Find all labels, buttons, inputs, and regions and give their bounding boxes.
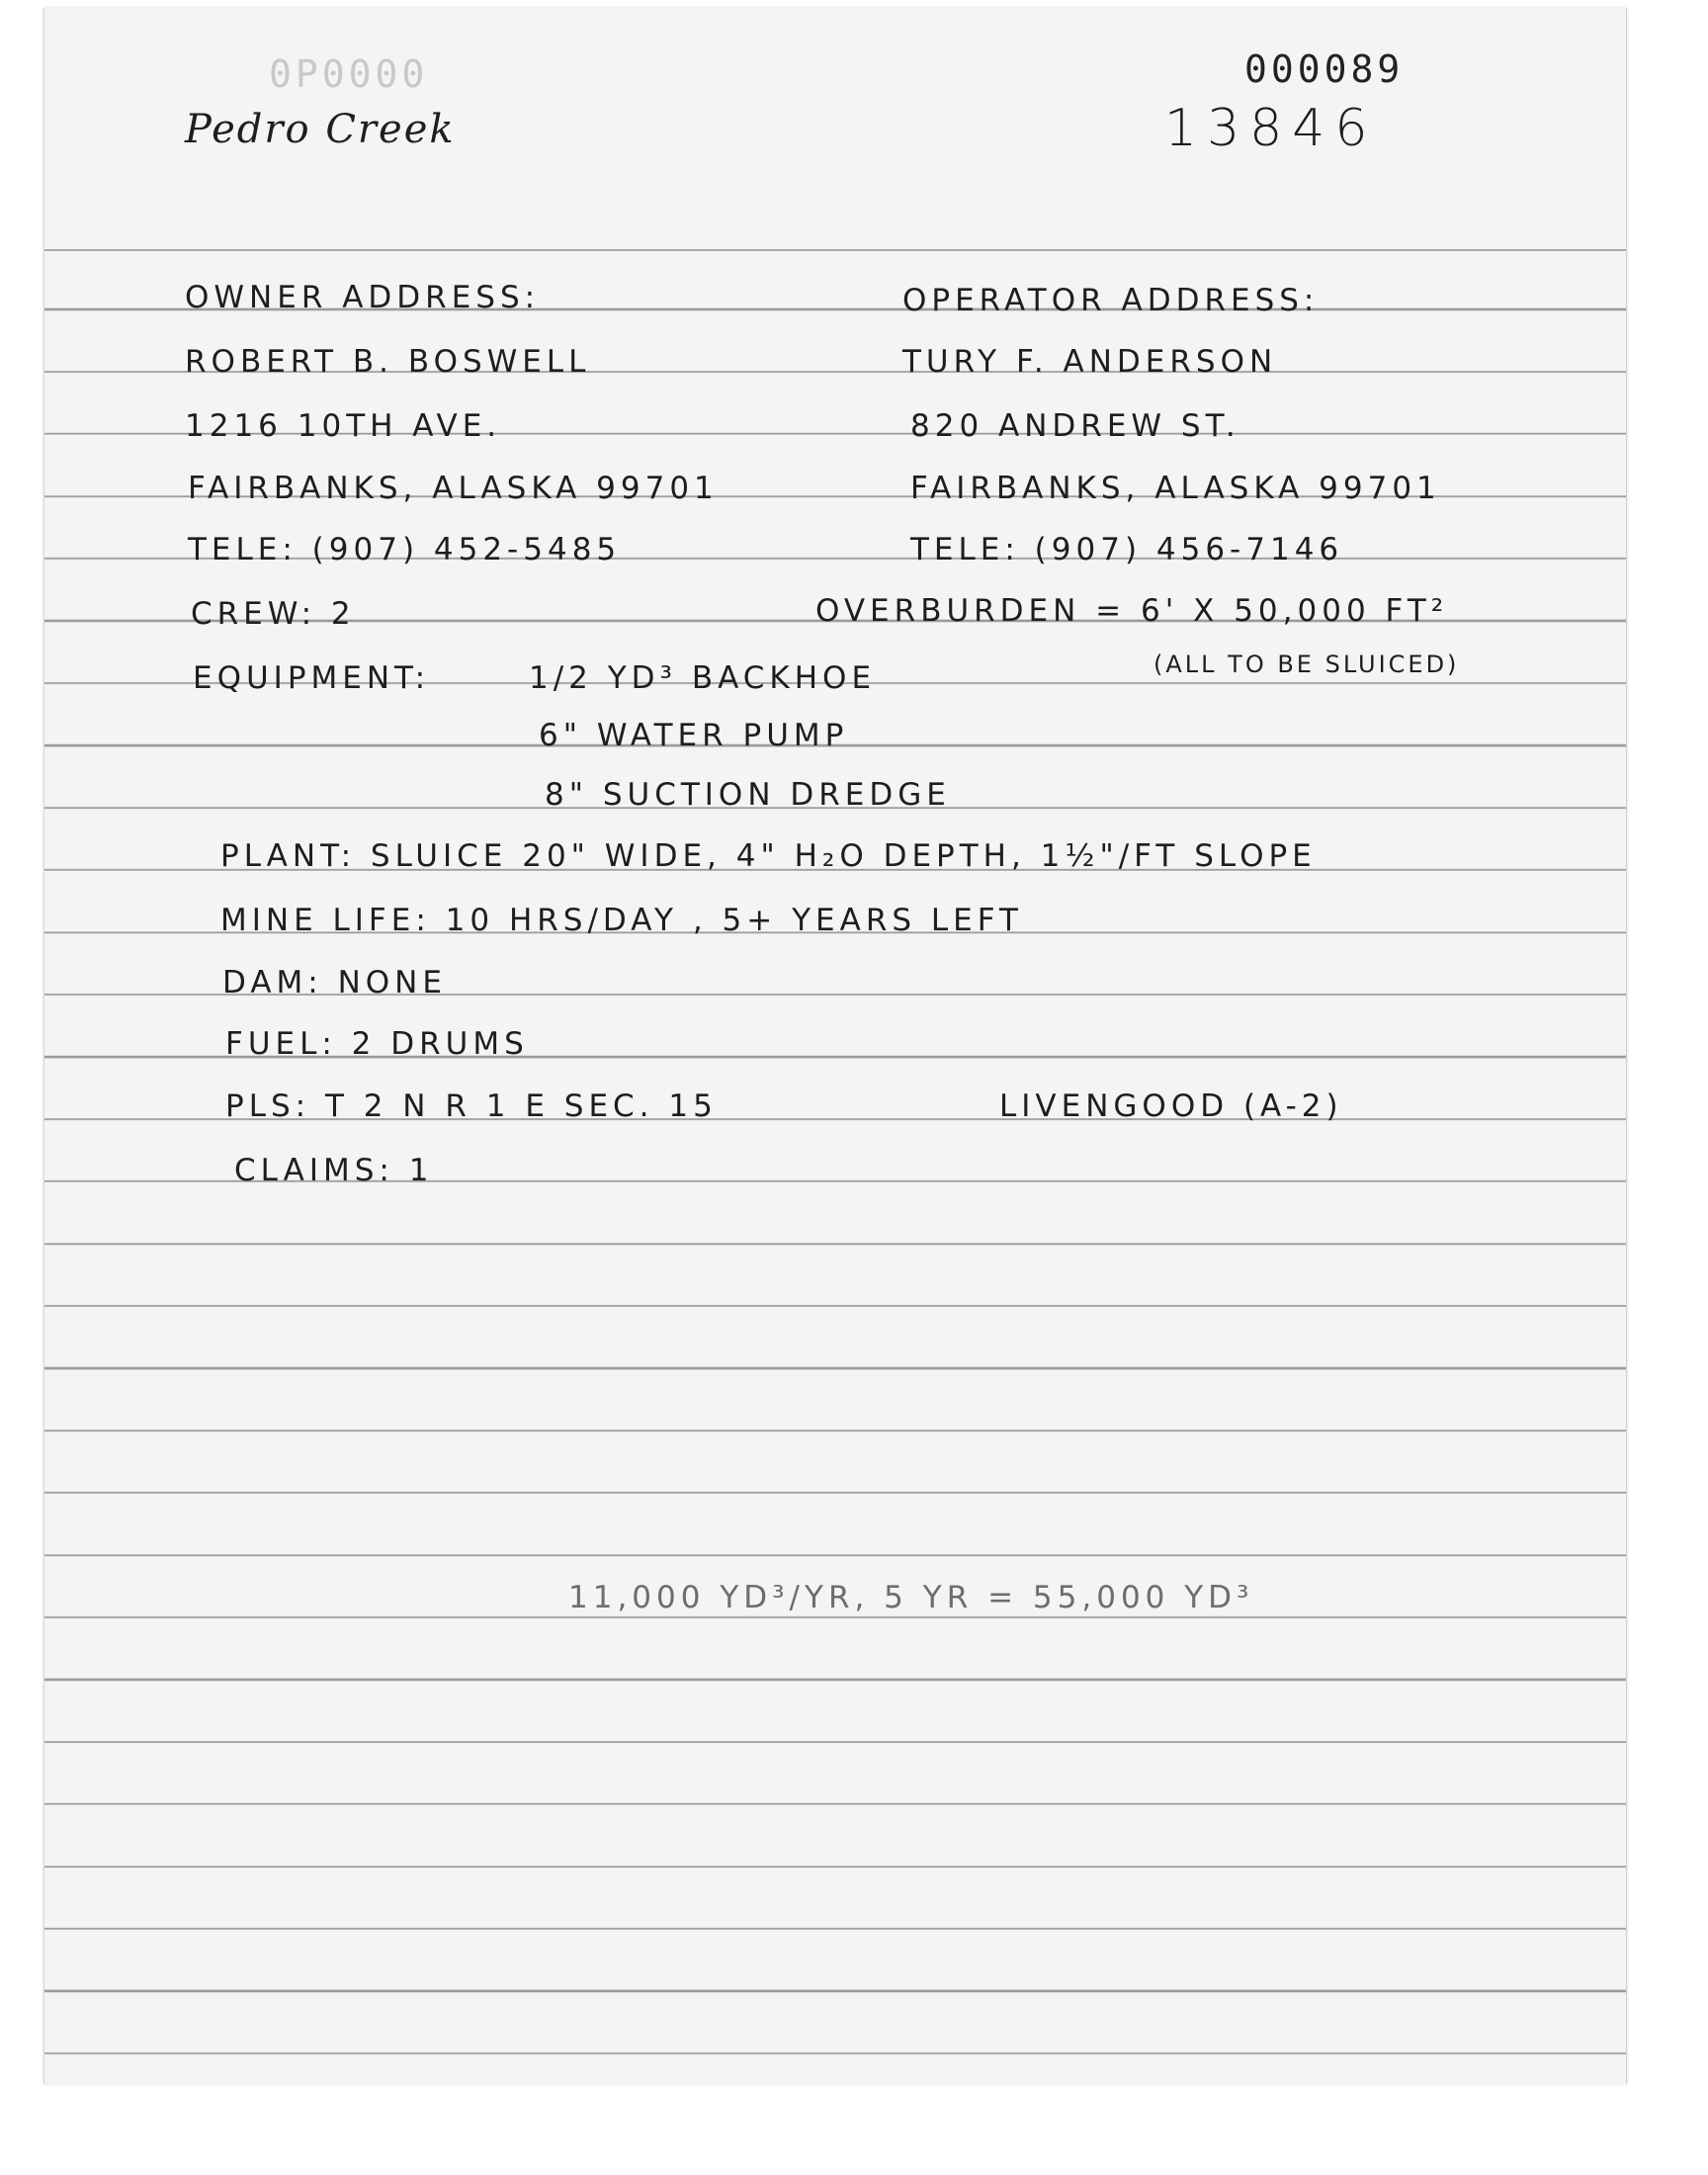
claims: CLAIMS: 1 (234, 1153, 434, 1188)
notepad-sheet (43, 8, 1627, 2084)
operator-city: FAIRBANKS, ALASKA 99701 (910, 471, 1441, 506)
stamp-left: 0P0000 (269, 52, 429, 96)
operator-name: TURY F. ANDERSON (902, 344, 1278, 380)
plant: PLANT: SLUICE 20" WIDE, 4" H₂O DEPTH, 1½"/FT SLOPE (220, 838, 1317, 874)
equipment-item: 1/2 YD³ BACKHOE (529, 660, 877, 696)
overburden-note: (ALL TO BE SLUICED) (1153, 651, 1460, 678)
equipment-item: 6" WATER PUMP (539, 718, 849, 753)
record-number: 13846 (1164, 99, 1378, 158)
equipment-label: EQUIPMENT: (193, 660, 431, 696)
pls-quad: LIVENGOOD (A-2) (999, 1088, 1343, 1124)
location-title: Pedro Creek (185, 107, 456, 152)
volume-calc: 11,000 YD³/YR, 5 YR = 55,000 YD³ (568, 1580, 1254, 1615)
pls: PLS: T 2 N R 1 E SEC. 15 (225, 1088, 718, 1124)
operator-street: 820 ANDREW ST. (910, 408, 1240, 444)
operator-label: OPERATOR ADDRESS: (902, 283, 1320, 318)
crew: CREW: 2 (191, 596, 356, 632)
stamp-right: 000089 (1244, 47, 1405, 91)
owner-street: 1216 10TH AVE. (185, 408, 502, 444)
owner-city: FAIRBANKS, ALASKA 99701 (188, 471, 719, 506)
fuel: FUEL: 2 DRUMS (225, 1026, 529, 1062)
dam: DAM: NONE (222, 965, 447, 1000)
operator-tele: TELE: (907) 456-7146 (910, 532, 1344, 567)
owner-tele: TELE: (907) 452-5485 (188, 532, 622, 567)
owner-name: ROBERT B. BOSWELL (185, 344, 591, 380)
mine-life: MINE LIFE: 10 HRS/DAY , 5+ YEARS LEFT (220, 903, 1023, 938)
equipment-item: 8" SUCTION DREDGE (545, 777, 951, 813)
overburden: OVERBURDEN = 6' X 50,000 FT² (815, 593, 1449, 629)
owner-label: OWNER ADDRESS: (185, 280, 541, 315)
